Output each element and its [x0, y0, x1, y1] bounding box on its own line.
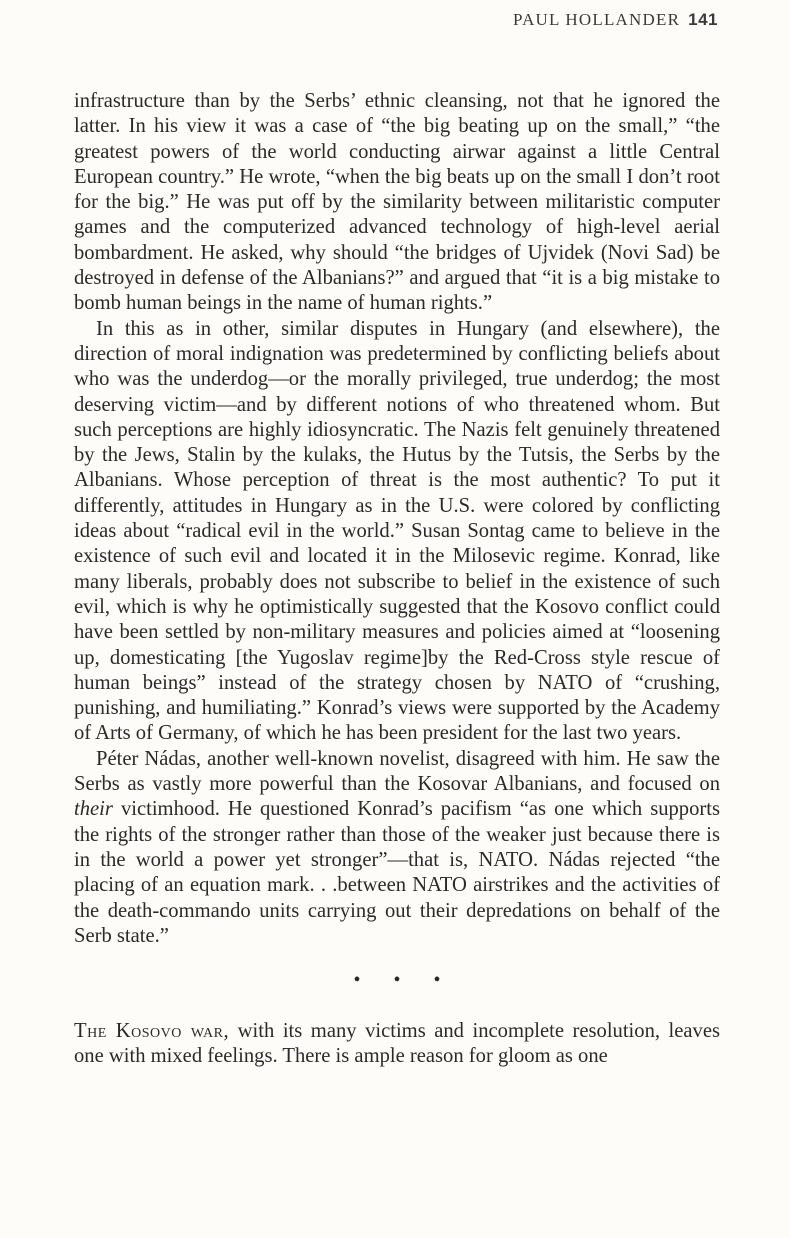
section-break-ornament: • • • — [353, 969, 455, 992]
running-head-title: PAUL HOLLANDER — [512, 10, 681, 29]
body-text — [74, 89, 720, 1070]
paragraph-3-text-before: Péter Nádas, another well-known novelist, disagreed with him. He saw the Serbs as vastly more powerful than the Kosovar Albanians, and focused on — [74, 747, 720, 796]
paragraph-4-text: with its many victims and incomplete resolution, leaves one with mixed feelings. There is ample reason for gloom as one — [74, 1020, 720, 1068]
paragraph-1: infrastructure than by the Serbs’ ethnic cleansing, not that he ignored the latter. In his view it was a case of “the big beating up on the small,” “the greatest powers of the world conducting airwar against a little Central European country.” He wrote, “when the big beats up on the small I don’t root for the big.” He was put off by the similarity between militaristic computer games and the computerized advanced technology of high-level aerial bombardment. He asked, why should “the bridges of Ujvidek (Novi Sad) be destroyed in defense of the Albanians?” and argued that “it is a big mistake to bomb human beings in the name of human rights.” — [74, 90, 720, 315]
paragraph-4 — [74, 1019, 720, 1070]
paragraph-2: In this as in other, similar disputes in Hungary (and elsewhere), the direction of moral indignation was predetermined by conflicting beliefs about who was the underdog—or the morally privileged, true underdog; the most deserving victim—and by different notions of who threatened whom. But such perceptions are highly idiosyncratic. The Nazis felt genuinely threatened by the Jews, Stalin by the kulaks, the Hutus by the Tutsis, the Serbs by the Albanians. Whose perception of threat is the most authentic? To put it differently, attitudes in Hungary as in the U.S. were colored by conflicting ideas about “radical evil in the world.” Susan Sontag came to believe in the existence of such evil and located it in the Milosevic regime. Konrad, like many liberals, probably does not subscribe to belief in the existence of such evil, which is why he optimistically suggested that the Kosovo conflict could have been settled by non-military measures and policies aimed at “loosening up, domesticating [the Yugoslav regime]by the Red-Cross style rescue of human beings” instead of the strategy chosen by NATO of “crushing, punishing, and humiliating.” Konrad’s views were supported by the Academy of Arts of Germany, of which he has been president for the last two years. — [74, 317, 720, 745]
paragraph-3-emphasis: their — [74, 798, 113, 821]
section-lead-in: The Kosovo war, — [74, 1020, 230, 1043]
running-header — [513, 10, 718, 30]
paragraph-3-text-after: victimhood. He questioned Konrad’s pacifism “as one which supports the rights of the stronger rather than those of the weaker just because there is in the world a power yet stronger”—that is, NATO. Nádas rejected “the placing of an equation mark. . .between NATO airstrikes and the activities of the death-commando units carrying out their depredations on behalf of the Serb state.” — [74, 798, 720, 947]
paragraph-3 — [74, 747, 720, 949]
page-number: 141 — [688, 10, 718, 29]
